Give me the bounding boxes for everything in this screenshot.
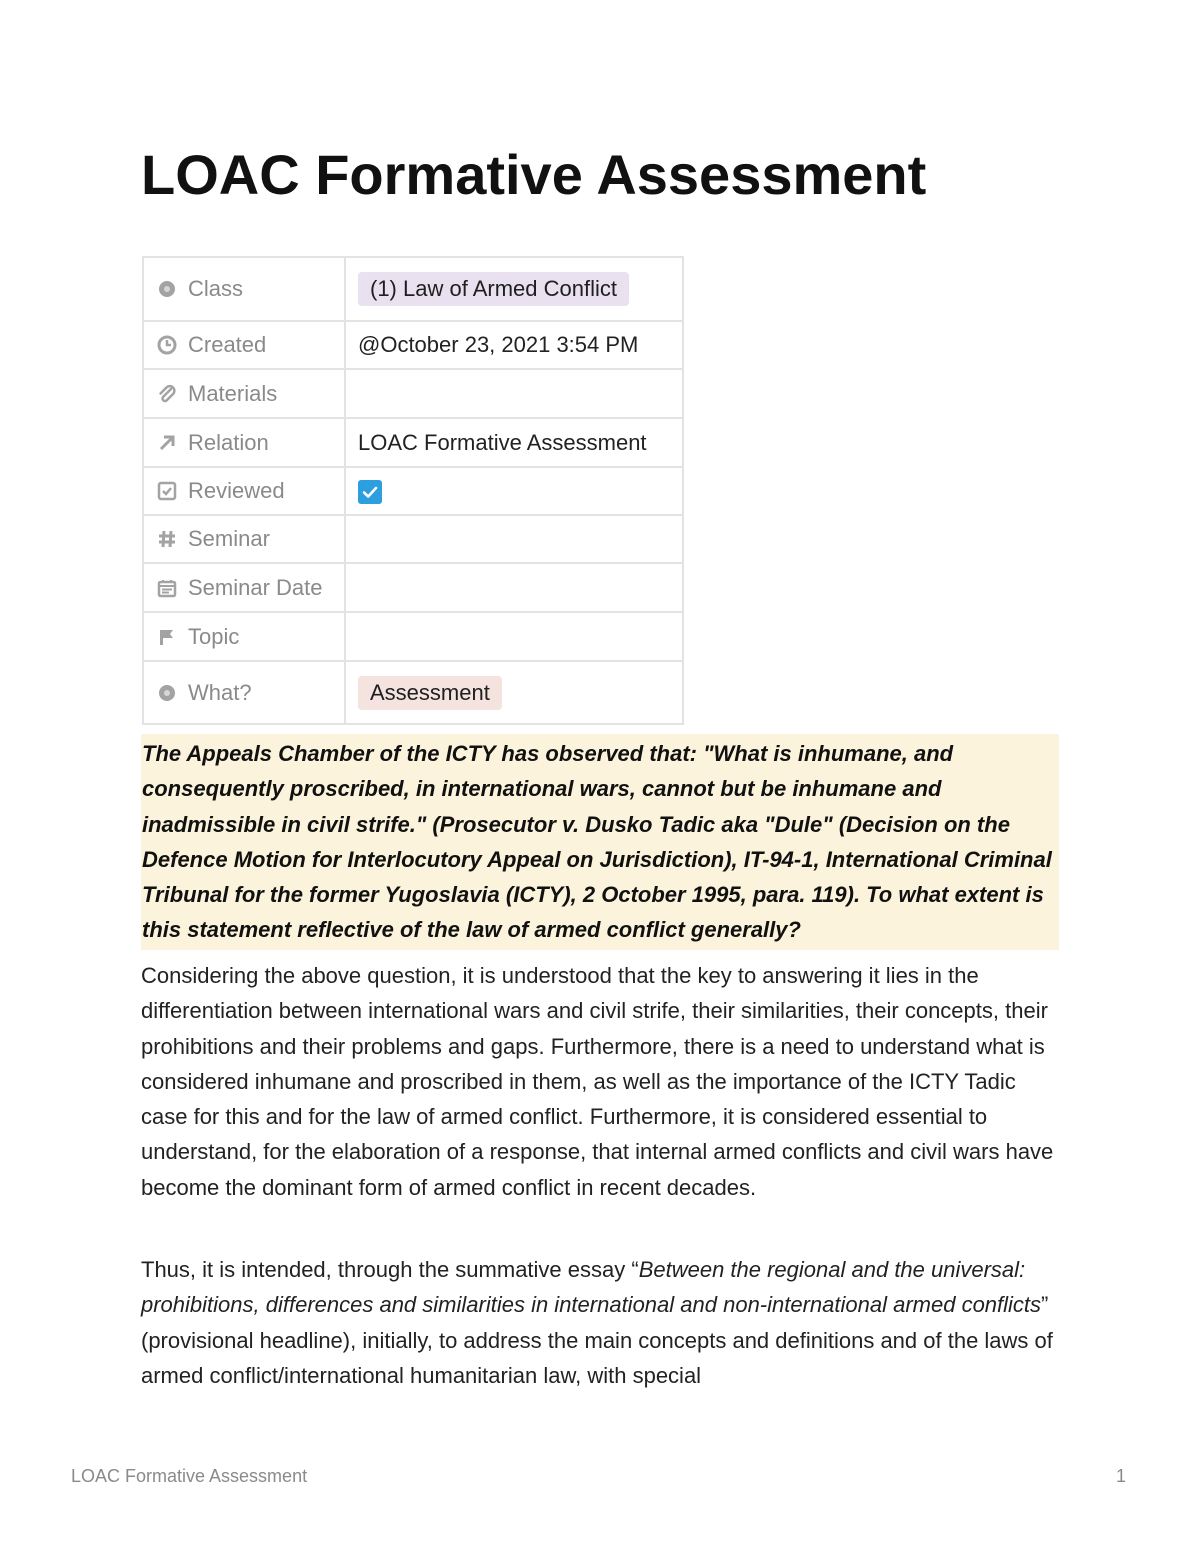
property-row-created: [143, 321, 683, 369]
property-name: Created: [188, 332, 267, 357]
property-name: Seminar Date: [188, 574, 323, 600]
reviewed-checkbox[interactable]: [358, 480, 382, 504]
property-value-cell[interactable]: [345, 257, 683, 321]
what-tag[interactable]: Assessment: [358, 676, 502, 710]
property-name: What?: [188, 679, 252, 705]
body-paragraph: Considering the above question, it is understood that the key to answering it lies in the differentiation between international wars and civil strife, their similarities, their concepts, their prohibitions and their problems and gaps. Furthermore, there is a need to understand what is considered inhumane and proscribed in them, as well as the importance of the ICTY Tadic case for this and for the law of armed conflict. Furthermore, it is considered essential to understand, for the elaboration of a response, that internal armed conflicts and civil wars have become the dominant form of armed conflict in recent decades.: [141, 963, 1054, 1200]
body-paragraph: [141, 1252, 1061, 1393]
property-name-cell[interactable]: [143, 257, 345, 321]
circle-dot-icon: [156, 278, 178, 300]
checkbox-icon: [156, 480, 178, 502]
seminar-date-value[interactable]: [345, 563, 683, 612]
highlighted-question: The Appeals Chamber of the ICTY has observed that: "What is inhumane, and consequently proscribed, in international wars, cannot but be inhumane and inadmissible in civil strife." (Prosecutor v. Dusko Tadic aka "Dule" (Decision on the Defence Motion for Interlocutory Appeal on Jurisdiction), IT-94-1, International Criminal Tribunal for the former Yugoslavia (ICTY), 2 October 1995, para. 119). To what extent is this statement reflective of the law of armed conflict generally?: [141, 734, 1059, 950]
relation-link[interactable]: LOAC Formative Assessment: [358, 429, 647, 455]
property-row-materials: [143, 369, 683, 418]
property-name-cell[interactable]: [143, 369, 345, 418]
hash-icon: [156, 528, 178, 550]
circle-dot-icon: [156, 682, 178, 704]
relation-value[interactable]: [345, 418, 683, 467]
property-row-what: [143, 661, 683, 724]
property-row-topic: [143, 612, 683, 661]
properties-table: [142, 256, 684, 725]
reviewed-value[interactable]: [345, 467, 683, 515]
property-name: Reviewed: [188, 478, 285, 503]
property-name: Seminar: [188, 526, 270, 551]
property-row-seminar-date: [143, 563, 683, 612]
seminar-value[interactable]: [345, 515, 683, 563]
property-row-class: [143, 257, 683, 321]
class-tag[interactable]: (1) Law of Armed Conflict: [358, 272, 629, 306]
paperclip-icon: [156, 383, 178, 405]
property-row-reviewed: [143, 467, 683, 515]
property-value-cell[interactable]: [345, 661, 683, 724]
footer-page-number: 1: [1116, 1466, 1127, 1486]
property-name-cell[interactable]: [143, 321, 345, 369]
property-row-seminar: [143, 515, 683, 563]
materials-value[interactable]: [345, 369, 683, 418]
page-title: LOAC Formative Assessment: [141, 143, 927, 206]
property-name: Topic: [188, 623, 240, 649]
property-name-cell[interactable]: [143, 418, 345, 467]
property-name-cell[interactable]: [143, 661, 345, 724]
paragraph-text: Thus, it is intended, through the summative essay “: [141, 1257, 639, 1282]
essay-title: Between the regional and the universal: prohibitions, differences and similarities in international and non-international armed conflicts: [141, 1257, 1042, 1318]
topic-value[interactable]: [345, 612, 683, 661]
property-name-cell[interactable]: [143, 612, 345, 661]
property-name-cell[interactable]: [143, 563, 345, 612]
property-name-cell[interactable]: [143, 467, 345, 515]
property-name: Materials: [188, 380, 278, 406]
clock-icon: [156, 334, 178, 356]
flag-icon: [156, 626, 178, 648]
check-icon: [361, 483, 379, 501]
created-value: @October 23, 2021 3:54 PM: [345, 321, 683, 369]
property-name-cell[interactable]: [143, 515, 345, 563]
property-name: Relation: [188, 429, 269, 455]
arrow-up-right-icon: [156, 432, 178, 454]
property-name: Class: [188, 276, 244, 301]
footer-doc-title: LOAC Formative Assessment: [71, 1466, 308, 1486]
property-row-relation: [143, 418, 683, 467]
calendar-icon: [156, 577, 178, 599]
paragraph-text: ” (provisional headline), initially, to address the main concepts and definitions and of the laws of armed conflict/international humanitarian law, with special: [141, 1292, 1053, 1388]
